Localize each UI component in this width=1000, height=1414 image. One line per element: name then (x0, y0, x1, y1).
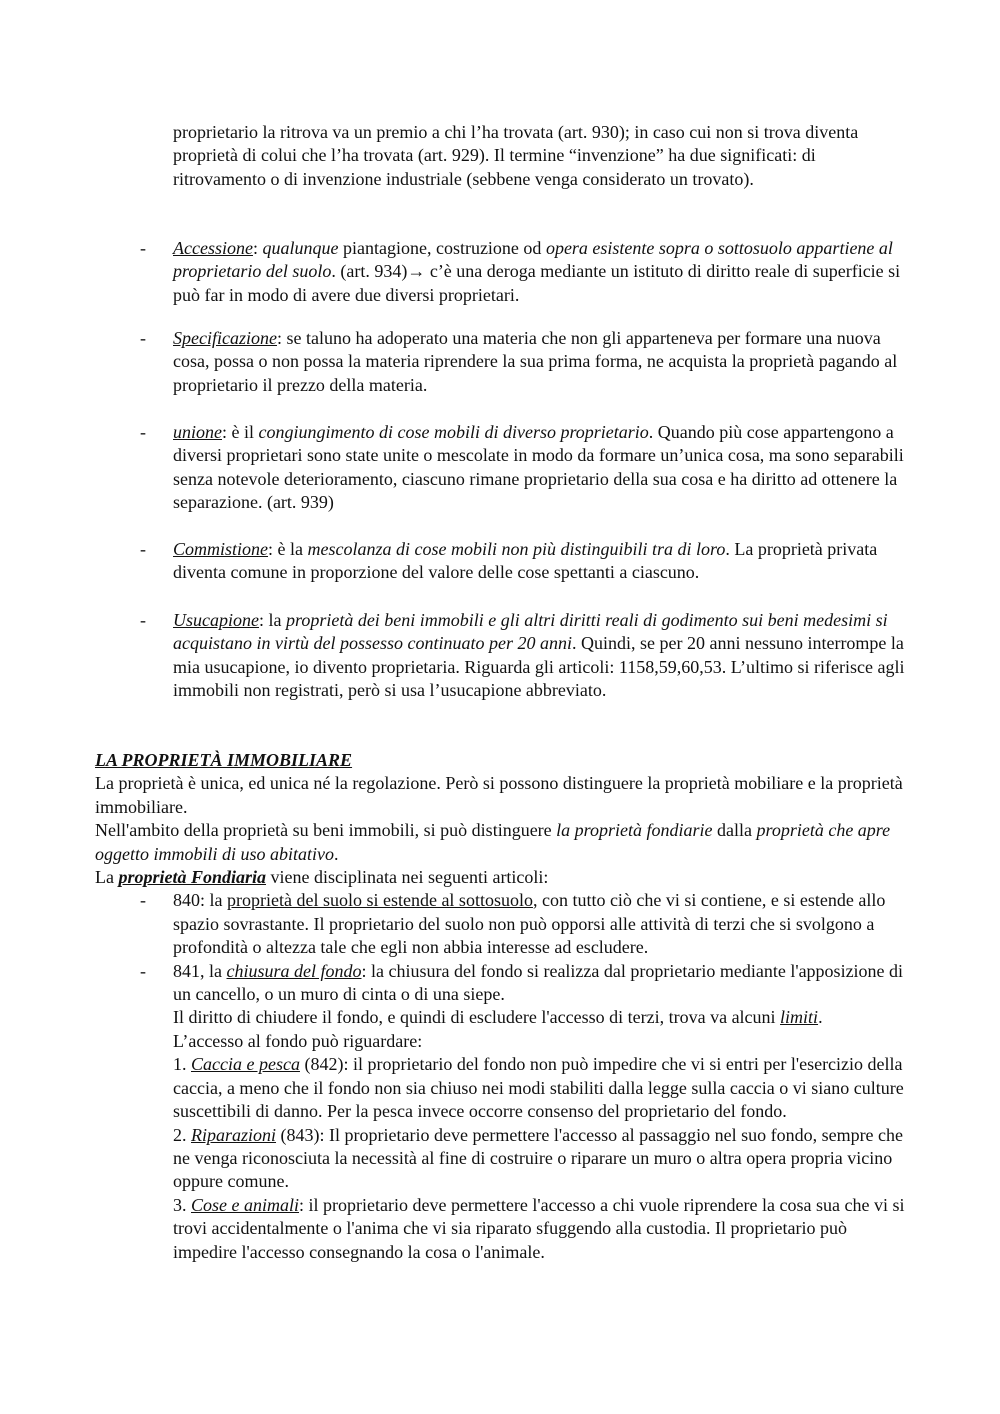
text-segment: . (334, 843, 339, 864)
bullet-accessione (140, 237, 913, 307)
text-segment: 2. (173, 1124, 191, 1145)
bullet-text (173, 538, 913, 585)
text-segment: , con tutto ciò che vi si contiene, e si estende allo spazio sovrastante. Il proprietario del suolo non può opporsi alle attività di terzi che si svolgono a profondità o altezza tale che egli non abbia interesse ad escludere. (173, 890, 886, 958)
arrow-right-icon: → (407, 261, 426, 282)
article-840-item (140, 889, 913, 959)
bullet-body (173, 539, 877, 582)
text-segment: proprietà Fondiaria (118, 867, 267, 888)
text-segment: . Quindi, se per 20 anni nessuno interrompe la mia usucapione, io divento proprietaria. Riguarda gli articoli: 1158,59,60,53. L’ultimo si riferisce agli immobili non registrati, però si usa l’usucapione abbreviato. (173, 633, 905, 701)
section-heading-text: LA PROPRIETÀ IMMOBILIARE (95, 750, 353, 770)
text-segment: opera esistente sopra o sottosuolo appartiene al proprietario del suolo (173, 238, 893, 282)
text-segment: : (252, 238, 263, 258)
text-segment: . Quando più cose appartengono a diversi proprietari sono state unite o mescolate in modo da formare un’unica cosa, ma sono separabili senza notevole deterioramento, ciascuno rimane proprietario della sua cosa e ha diritto ad ottenere la separazione. (art. 939) (173, 422, 904, 513)
text-segment: dalla (712, 820, 757, 841)
text-segment: Nell'ambito della proprietà su beni immobili, si può distinguere (95, 820, 557, 841)
term-usucapione: Usucapione (173, 610, 259, 630)
text-segment: proprietà dei beni immobili e gli altri diritti reali di godimento sui beni medesimi si acquistano in virtù del possesso continuato per 20 anni (173, 610, 888, 654)
text-segment: qualunque (262, 238, 339, 258)
text-segment: Riparazioni (191, 1124, 277, 1145)
bullet-body (173, 422, 904, 512)
bullet-text (173, 237, 913, 307)
article-line (173, 960, 913, 1007)
text-segment: 3. (173, 1194, 191, 1215)
bullet-dash: - (140, 328, 146, 348)
term-unione: unione (173, 422, 222, 442)
text-segment: . La proprietà privata diventa comune in proporzione del valore delle cose spettanti a ciascuno. (173, 539, 878, 583)
text-segment: proprietà del suolo si estende al sottosuolo (227, 890, 533, 911)
bullet-body (173, 328, 897, 395)
access-item-caccia-pesca (173, 1053, 913, 1123)
section-paragraph-1: La proprietà è unica, ed unica né la regolazione. Però si possono distinguere la proprietà mobiliare e la proprietà immobiliare. (95, 773, 903, 817)
bullet-unione (140, 421, 913, 515)
bullet-dash: - (140, 960, 146, 981)
text-segment: : la chiusura del fondo si realizza dal proprietario mediante l'apposizione di un cancello, o un muro di cinta o di una siepe. (173, 960, 904, 1005)
text-segment: : è il (222, 422, 259, 442)
bullet-dash: - (140, 422, 146, 442)
text-segment: viene disciplinata nei seguenti articoli: (266, 867, 549, 888)
bullet-body (173, 610, 905, 700)
text-segment: : la (258, 610, 286, 630)
text-segment: (843): Il proprietario deve permettere l'accesso al passaggio nel suo fondo, sempre che ne venga riconosciuta la necessità al fine di costruire o riparare un muro o altra opera propria vicino oppure comune. (173, 1124, 904, 1192)
section-heading (95, 749, 915, 772)
text-segment: : è la (268, 539, 308, 559)
text-segment: chiusura del fondo (226, 960, 362, 981)
bullet-text (173, 421, 913, 515)
bullet-dash: - (140, 610, 146, 630)
term-commistione: Commistione (173, 539, 269, 559)
text-segment: Caccia e pesca (191, 1054, 300, 1075)
access-item-cose-animali (173, 1194, 913, 1264)
bullet-dash: - (140, 539, 146, 559)
text-segment: : il proprietario deve permettere l'accesso a chi vuole riprendere la cosa sua che vi si trovi accidentalmente o l'anima che vi sia riparato sfuggendo alla custodia. Il proprietario può impedire l'accesso consegnando la cosa o l'animale. (173, 1194, 905, 1262)
term-specificazione: Specificazione (173, 328, 277, 348)
text-segment: La (95, 867, 119, 888)
text-segment: limiti (780, 1007, 819, 1028)
text-segment: mescolanza di cose mobili non più distinguibili tra di loro (307, 539, 726, 559)
article-840-text (173, 889, 913, 959)
bullet-dash: - (140, 890, 146, 911)
bullet-body (173, 238, 900, 305)
section-proprieta-immobiliare (95, 749, 915, 1264)
bullet-text (173, 327, 913, 397)
article-841-item (140, 960, 913, 1264)
section-paragraph-2 (95, 819, 915, 866)
intro-continuation-paragraph: proprietario la ritrova va un premio a chi l’ha trovata (art. 930); in caso cui non si trova diventa proprietà di colui che l’ha trovata (art. 929). Il termine “invenzione” ha due significati: di ritrovamento o di invenzione industriale (sebbene venga considerato un trovato). (173, 122, 859, 189)
term-accessione: Accessione (173, 238, 253, 258)
text-segment: piantagione, costruzione od (338, 238, 546, 258)
text-segment: 1. (173, 1054, 191, 1075)
article-line (173, 1006, 913, 1029)
text-segment: . (art. 934) (331, 261, 408, 282)
text-segment: 841, la (173, 960, 227, 981)
article-line (173, 889, 913, 959)
text-segment: congiungimento di cose mobili di diverso proprietario (258, 422, 649, 442)
text-segment: c’è una deroga mediante un istituto di diritto reale di superficie si può far in modo di avere due diversi proprietari. (173, 261, 901, 305)
access-item-riparazioni (173, 1124, 913, 1194)
text-segment: la proprietà fondiarie (556, 820, 713, 841)
bullet-text (173, 609, 913, 703)
bullet-dash: - (140, 238, 146, 258)
text-segment: 840: la (173, 890, 227, 911)
section-paragraph-3 (95, 866, 915, 889)
text-segment: Il diritto di chiudere il fondo, e quindi di escludere l'accesso di terzi, trova va alcuni (173, 1007, 781, 1028)
article-841-text (173, 960, 913, 1264)
article-line (173, 1030, 913, 1053)
bullet-specificazione (140, 327, 913, 397)
text-segment: proprietà che apre oggetto immobili di uso abitativo (95, 820, 891, 864)
text-segment: Cose e animali (191, 1194, 299, 1215)
bullet-usucapione (140, 609, 913, 703)
text-segment: : se taluno ha adoperato una materia che non gli apparteneva per formare una nuova cosa, possa o non possa la materia riprendere la sua prima forma, ne acquista la proprietà pagando al proprietario il prezzo della materia. (173, 328, 898, 395)
text-segment: (842): il proprietario del fondo non può impedire che vi si entri per l'esercizio della caccia, a meno che il fondo non sia chiuso nei modi stabiliti dalla legge sulla caccia o vi siano culture suscettibili di danno. Per la pesca invece occorre consenso del proprietario del fondo. (173, 1054, 904, 1122)
text-segment: L’accesso al fondo può riguardare: (173, 1030, 423, 1051)
text-segment: . (818, 1007, 823, 1028)
bullet-commistione (140, 538, 913, 585)
